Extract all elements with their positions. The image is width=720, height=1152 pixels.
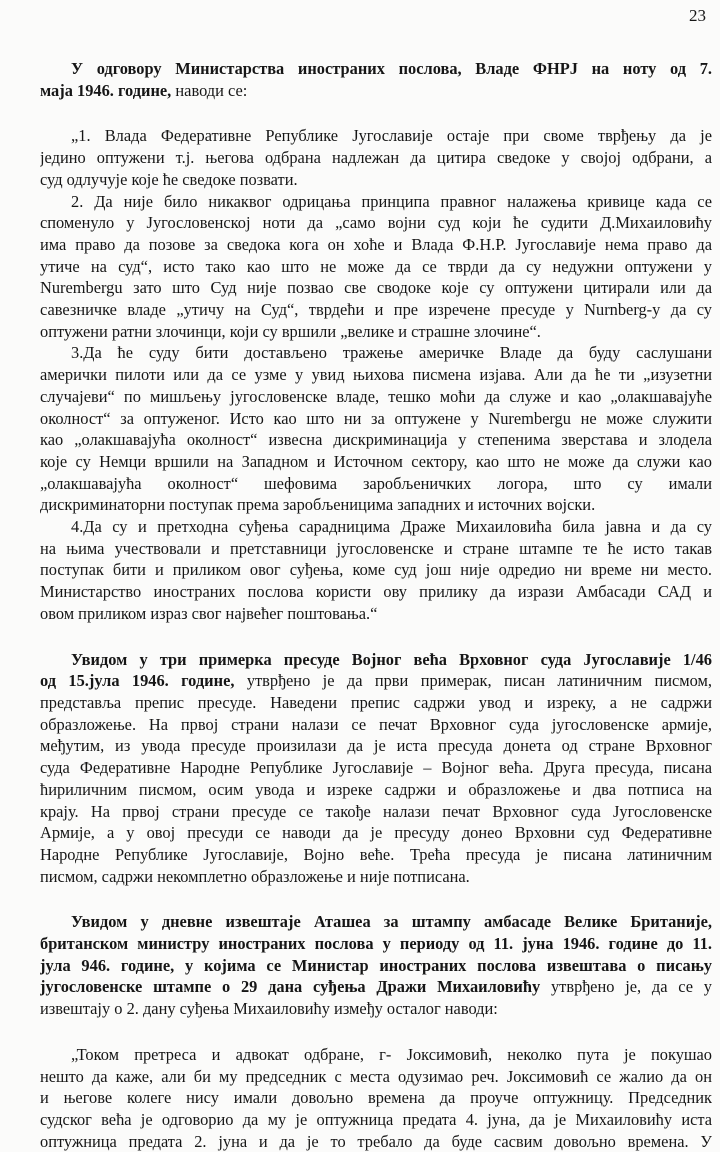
text-line: 4.Да су и претходна суђења сарадницима Драже Михаиловића била јавна и да су: [71, 517, 712, 537]
text-line: „олакшавајућа околност“ шефовима заробљеничких логора, што су имали: [40, 473, 712, 493]
text-line: случајеви“ по мишљењу југословенске владе, тешко моћи да служе и као „олакшавајуће: [40, 386, 712, 406]
text-line: утиче на суд“, исто тако као што не може да се тврди да су недужни оптужени у: [40, 256, 712, 276]
section-verdict-copies: [40, 649, 712, 888]
section-heading-line: Увидом у три примерка пресуде Војног већа Врховног суда Југославије 1/46: [71, 649, 712, 669]
text-line: Министарство иностраних послова користи ову прилику да изрази Амбасади САД и: [40, 582, 712, 602]
text-line: 3.Да ће суду бити достављено тражење америчке Владе да буду саслушани: [71, 343, 712, 363]
note-paragraph-2: [40, 191, 712, 343]
text-line: [40, 976, 712, 998]
text-line: нешто да каже, али би му председник с места одузимао реч. Јоксимовић се жалио да он: [40, 1066, 712, 1086]
spacer: [40, 1020, 712, 1044]
bold-phrase: маја 1946. године,: [40, 80, 172, 100]
plain-phrase: наводи се:: [171, 80, 248, 100]
note-paragraph-1: [40, 125, 712, 190]
text-line: овом приликом израз свог највећег поштовања.“: [40, 603, 378, 623]
note-paragraph-4: [40, 516, 712, 625]
section-heading-line: У одговору Министарства иностраних послова, Владе ФНРЈ на ноту од 7.: [71, 59, 712, 78]
text-line: оптужница предата 2. јуна и да је то требало да буде сасвим довољно времена. У: [40, 1131, 712, 1151]
text-line: судског већа је одговорио да му је оптужница предата 4. јуна, да је Михаиловићу иста: [40, 1109, 712, 1129]
text-line: [40, 670, 712, 692]
text-line: савезничке владе „утичу на Суд“, тврдећи и пре изречене пресуде у Nurnberg-у да су: [40, 300, 712, 320]
text-line: једино оптужени т.ј. његова одбрана надлежан да цитира сведоке у својој одбрани, а: [40, 148, 712, 168]
plain-phrase: утврђено је, да се у: [540, 977, 712, 997]
text-line: споменуло у Југословенској ноти да „само војни суд који ће судити Д.Михаиловићу: [40, 213, 712, 233]
section-heading-line: јула 946. године, у којима се Министар иностраних послова извештава о писању: [40, 955, 712, 975]
text-line: које су Немци вршили на Западном и Источном сектору, као што не може да служи као: [40, 451, 712, 471]
text-line: има право да позове за сведока кога он хоће и Влада Ф.Н.Р. Југославије нема право да: [40, 234, 712, 254]
text-line: оптужени ратни злочинци, који су вршили „велике и страшне злочине“.: [40, 321, 541, 341]
text-line: „Током претреса и адвокат одбране, г- Јоксимовић, неколко пута је покушао: [71, 1044, 712, 1064]
text-line: међутим, из увода пресуде произилази да је иста пресуда донета од стране Врховног: [40, 736, 712, 756]
text-line: Народне Републике Југославије, Војно веће. Трећа пресуда је писана латиничним: [40, 844, 712, 864]
text-line: представља препис пресуде. Наведени препис садржи увод и изреку, а не садржи: [40, 692, 712, 712]
plain-phrase: утврђено је да први примерак, писан латиничним писмом,: [234, 671, 712, 691]
text-line: крају. На првој страни пресуде се такође налази печат Врховног суда Југословенске: [40, 801, 712, 821]
text-line: на њима учествовали и претставници југословенске и стране штампе те ће исто такав: [40, 538, 712, 558]
text-line: извештају о 2. дану суђења Михаиловићу између осталог наводи:: [40, 999, 498, 1019]
text-line: Армије, а у овој пресуди се наводи да је пресуду донео Врховни суд Федеративне: [40, 823, 712, 843]
spacer: [40, 101, 712, 125]
text-line: 2. Да није било никаквог одрицања принципа правног налажења кривице када се: [71, 191, 712, 211]
bold-phrase: југословенске штампе о 29 дана суђења Дражи Михаиловићу: [40, 977, 541, 997]
text-line: као „олакшавајућа околност“ извесна дискриминација у степенима зверстава и злодела: [40, 430, 712, 450]
spacer: [40, 625, 712, 649]
text-line: Nurembergu зато што Суд није позвао све сводоке које су оптужени цитирали или да: [40, 278, 712, 298]
text-line: и његове колеге нису имали довољно времена да проуче оптужницу. Председник: [40, 1088, 712, 1108]
section-heading-line: Увидом у дневне извештаје Аташеа за штампу амбасаде Велике Британије,: [71, 912, 712, 932]
text-line: околност“ за оптуженог. Исто као што ни за оптужене у Nurembergu не може служити: [40, 408, 712, 428]
text-line: суд одлучује које ће сведоке позвати.: [40, 169, 298, 189]
section-heading-line: британском министру иностраних послова у периоду од 11. јуна 1946. године до 11.: [40, 934, 712, 954]
spacer: [40, 887, 712, 911]
text-line: амерички пилоти или да се узме у увид њихова писмена изјава. Али да ће ти „изузетни: [40, 365, 712, 385]
section-press-reports: [40, 911, 712, 1020]
note-paragraph-3: [40, 342, 712, 516]
bold-phrase: од 15.јула 1946. године,: [40, 671, 235, 691]
quote-paragraph: [40, 1044, 712, 1152]
text-line: образложење. На првој страни налази се печат Врховног суда југословенске армије,: [40, 714, 712, 734]
text-line: суда Федеративне Народне Републике Југославије – Војног већа. Друга пресуда, писана: [40, 758, 712, 778]
text-line: дискриминаторни поступак према заробљеницима западних и источних војски.: [40, 495, 596, 515]
text-line: поступак бити и приликом овог суђења, коме суд још није одредио ни време ни место.: [40, 560, 712, 580]
document-body: [40, 58, 712, 1152]
section-ministry-reply: [40, 58, 712, 101]
section-heading-line: [40, 80, 712, 102]
text-line: писмом, садржи некомплетно образложење и није потписана.: [40, 866, 470, 886]
page-number: 23: [689, 6, 706, 25]
text-line: ћириличним писмом, осим увода и изреке садржи и образложење и два потписа на: [40, 779, 712, 799]
text-line: „1. Влада Федеративне Републике Југославије остаје при своме тврђењу да је: [71, 126, 712, 146]
